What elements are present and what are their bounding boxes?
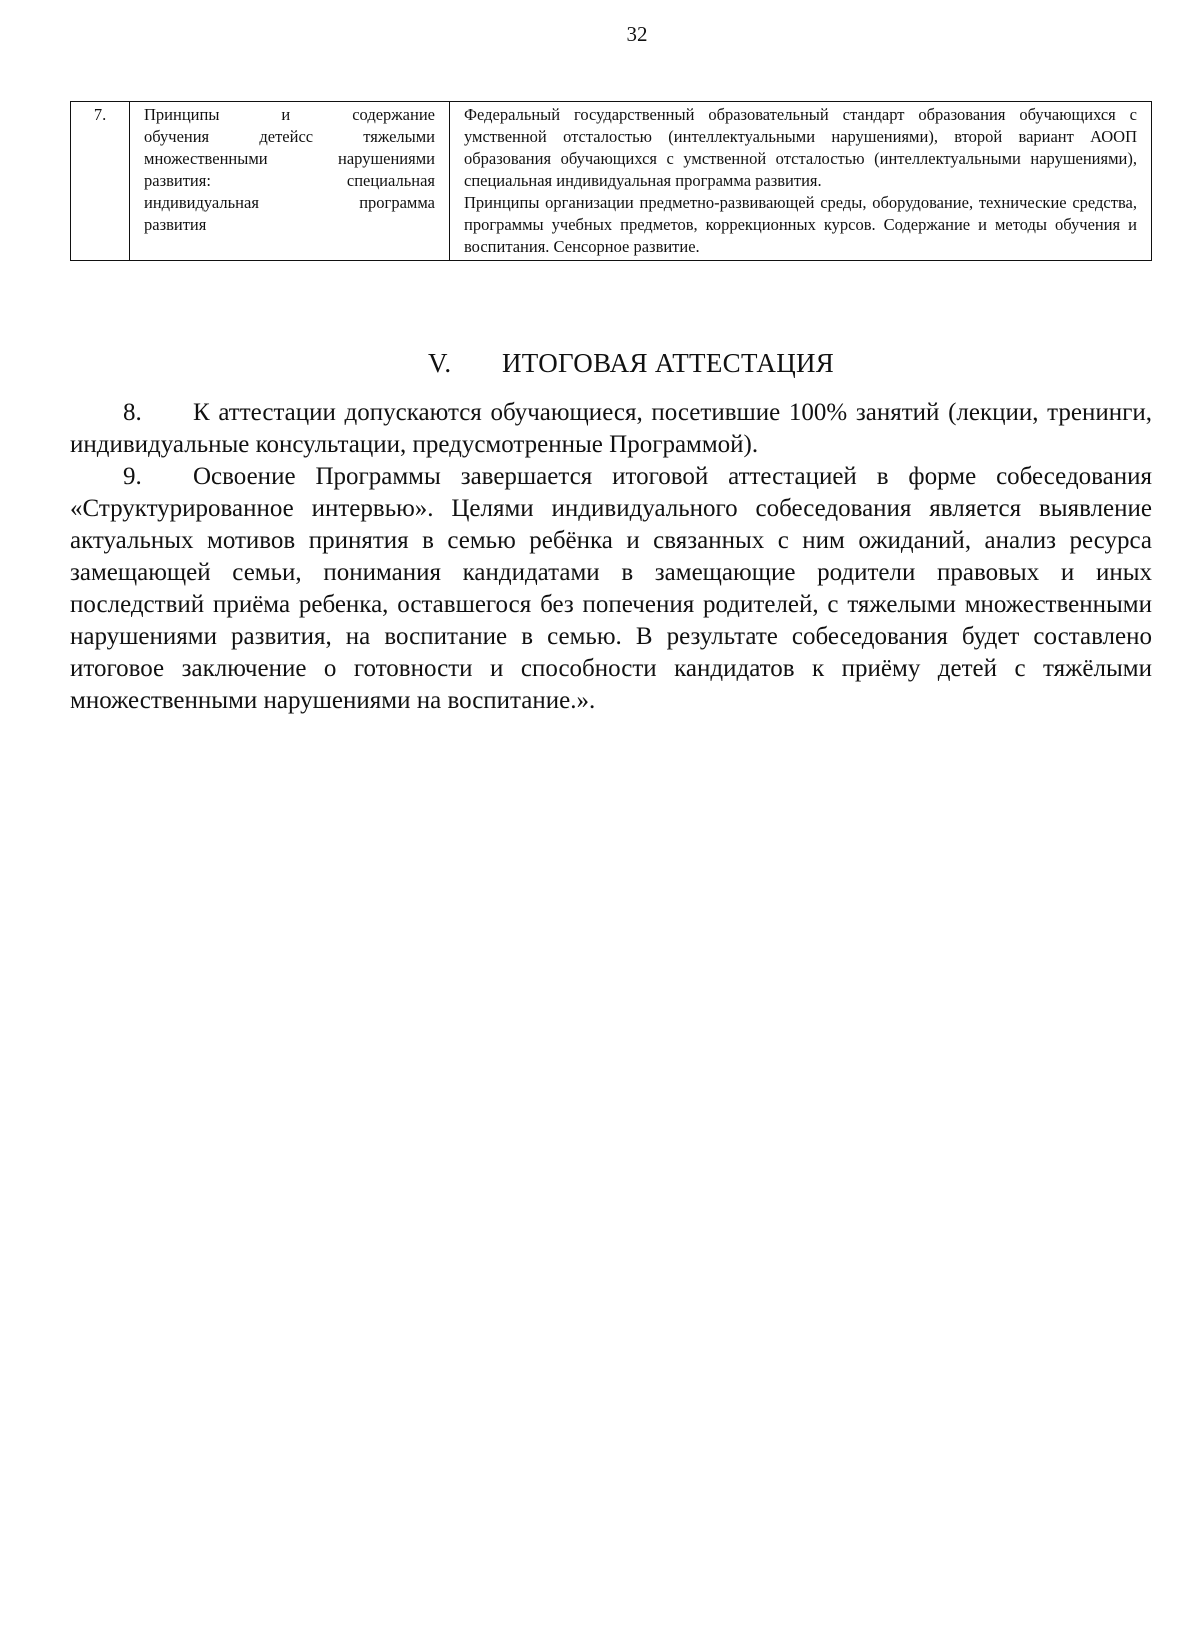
program-table <box>70 101 1152 261</box>
section-heading <box>428 348 834 379</box>
content-paragraph: Федеральный государственный образовательный стандарт образования обучающихся с умственной отсталостью (интеллектуальными нарушениями), второй вариант АООП образования обучающихся с умственной отсталостью (интеллектуальными нарушениями), специальная индивидуальная программа развития. <box>464 105 1137 190</box>
section-title: ИТОГОВАЯ АТТЕСТАЦИЯ <box>502 348 835 378</box>
table-row <box>71 102 1152 261</box>
topic-line: множественными нарушениями <box>144 149 435 168</box>
paragraph-9 <box>70 461 1152 717</box>
paragraph-8 <box>70 397 1152 461</box>
content-paragraph: Принципы организации предметно-развивающей среды, оборудование, технические средства, программы учебных предметов, коррекционных курсов. Содержание и методы обучения и воспитания. Сенсорное развитие. <box>464 193 1137 256</box>
body-text <box>70 397 1152 717</box>
row-topic <box>130 102 450 261</box>
paragraph-number: 9. <box>123 463 142 490</box>
topic-line: обучения детейсс тяжелыми <box>144 127 435 146</box>
topic-line: развития <box>144 215 207 234</box>
page-number: 32 <box>626 22 648 46</box>
topic-line: индивидуальная программа <box>144 193 435 212</box>
row-number: 7. <box>71 102 130 261</box>
paragraph-number: 8. <box>123 399 142 426</box>
paragraph-text: К аттестации допускаются обучающиеся, посетившие 100% занятий (лекции, тренинги, индивидуальные консультации, предусмотренные Программой). <box>70 399 1152 458</box>
topic-line: развития: специальная <box>144 171 435 190</box>
topic-line: Принципы и содержание <box>144 105 435 124</box>
section-number: V. <box>428 348 452 378</box>
row-content <box>450 102 1152 261</box>
paragraph-text: Освоение Программы завершается итоговой аттестацией в форме собеседования «Структурированное интервью». Целями индивидуального собеседования является выявление актуальных мотивов принятия в семью ребёнка и связанных с ним ожиданий, анализ ресурса замещающей семьи, понимания кандидатами в замещающие родители правовых и иных последствий приёма ребенка, оставшегося без попечения родителей, с тяжелыми множественными нарушениями развития, на воспитание в семью. В результате собеседования будет составлено итоговое заключение о готовности и способности кандидатов к приёму детей с тяжёлыми множественными нарушениями на воспитание.». <box>70 463 1152 714</box>
